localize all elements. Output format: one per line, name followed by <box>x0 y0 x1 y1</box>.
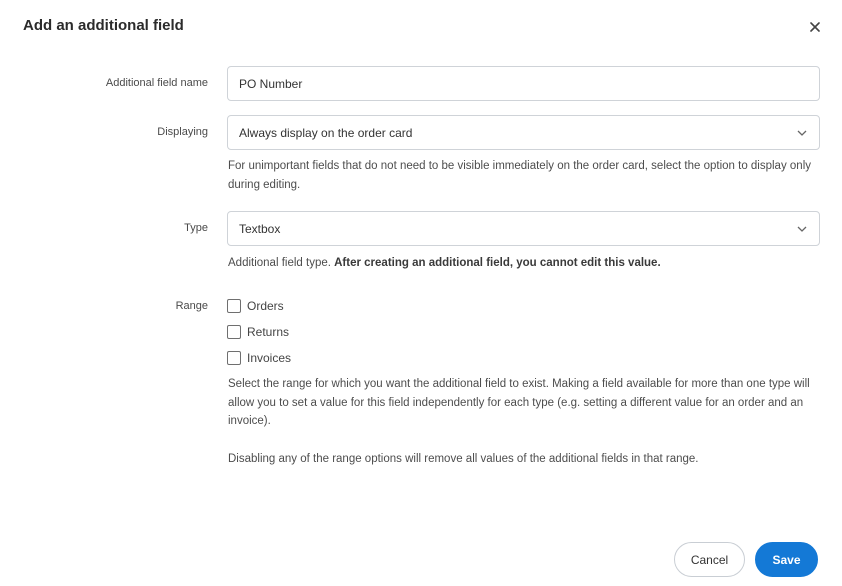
returns-checkbox[interactable] <box>227 325 241 339</box>
range-option-invoices[interactable] <box>227 349 291 367</box>
save-button[interactable]: Save <box>755 542 818 577</box>
invoices-checkbox[interactable] <box>227 351 241 365</box>
type-select[interactable] <box>227 211 820 246</box>
cancel-button[interactable]: Cancel <box>674 542 745 577</box>
invoices-label: Invoices <box>247 351 292 365</box>
returns-label: Returns <box>247 325 290 339</box>
chevron-down-icon <box>796 127 808 139</box>
displaying-select-value: Always display on the order card <box>239 125 413 140</box>
name-input[interactable] <box>227 66 820 101</box>
type-help-text: Additional field type. <box>228 257 335 269</box>
close-button[interactable] <box>806 18 824 36</box>
type-help <box>228 254 818 273</box>
range-help: Select the range for which you want the additional field to exist. Making a field available for more than one type will allow you to set a value for this field independently for each type (e.g. setting a different value for an order and an invoice). <box>228 378 810 427</box>
close-icon <box>810 22 820 32</box>
type-select-value: Textbox <box>239 221 281 236</box>
range-label: Range <box>175 300 208 312</box>
range-warning: Disabling any of the range options will remove all values of the additional fields in that range. <box>228 453 699 465</box>
type-label: Type <box>184 222 208 234</box>
name-label: Additional field name <box>105 77 208 89</box>
type-help-warning: After creating an additional field, you cannot edit this value. <box>334 257 661 269</box>
displaying-select[interactable] <box>227 115 820 150</box>
displaying-label: Displaying <box>157 126 208 138</box>
range-option-returns[interactable] <box>227 323 289 341</box>
chevron-down-icon <box>796 223 808 235</box>
orders-label: Orders <box>247 299 284 313</box>
dialog-title: Add an additional field <box>23 17 184 34</box>
name-input-value: PO Number <box>239 76 303 91</box>
orders-checkbox[interactable] <box>227 299 241 313</box>
displaying-help: For unimportant fields that do not need to be visible immediately on the order card, select the option to display only during editing. <box>228 160 811 191</box>
range-option-orders[interactable] <box>227 297 284 315</box>
